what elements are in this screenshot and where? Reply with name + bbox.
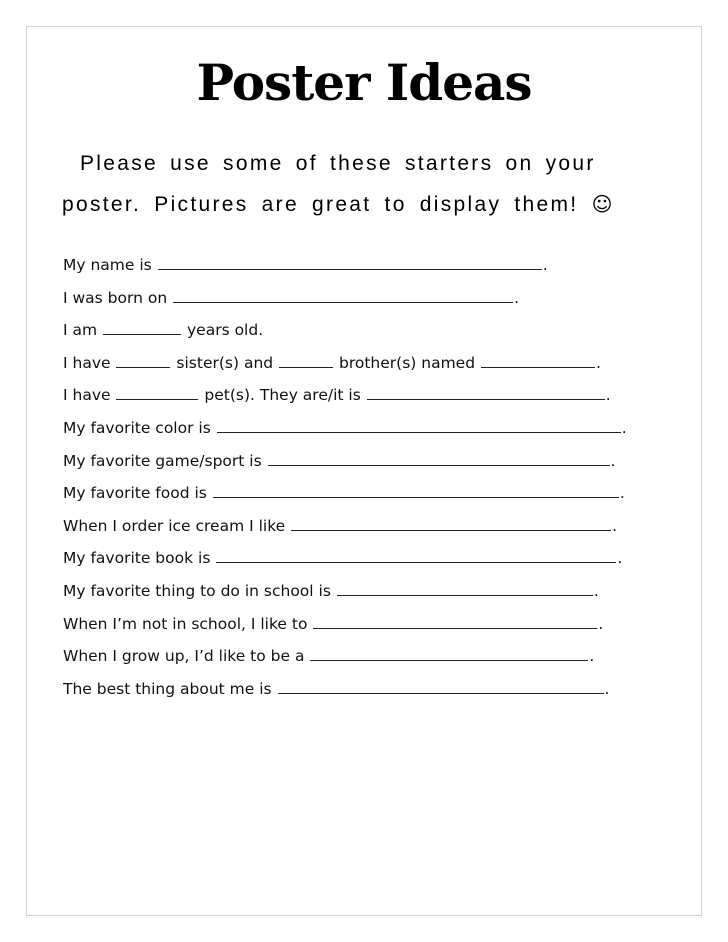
pets-count-blank[interactable] (116, 386, 198, 400)
prompt-label: I have (63, 386, 111, 404)
color-blank[interactable] (217, 419, 621, 433)
prompt-food (63, 483, 625, 503)
smiley-face-icon: ☺ (591, 192, 613, 216)
prompt-end: . (542, 256, 548, 274)
prompt-age (63, 320, 263, 340)
prompt-end: . (621, 419, 627, 437)
prompt-end: . (617, 549, 623, 567)
prompt-end: . (619, 484, 625, 502)
prompt-label: The best thing about me is (63, 680, 272, 698)
prompt-game-sport (63, 451, 616, 471)
page-title: Poster Ideas (196, 53, 532, 112)
siblings-names-blank[interactable] (481, 354, 595, 368)
prompt-end: . (605, 386, 611, 404)
prompt-label: When I grow up, I’d like to be a (63, 647, 305, 665)
prompt-end: . (598, 615, 604, 633)
school-thing-blank[interactable] (337, 582, 593, 596)
best-thing-blank[interactable] (278, 680, 604, 694)
prompt-end: . (595, 354, 601, 372)
sisters-blank[interactable] (116, 354, 170, 368)
prompt-best-thing (63, 679, 609, 699)
prompt-label: When I order ice cream I like (63, 517, 286, 535)
prompt-ice-cream (63, 516, 617, 536)
brothers-blank[interactable] (279, 354, 333, 368)
prompt-pets (63, 385, 611, 405)
prompt-end: . (612, 517, 618, 535)
prompt-label: My favorite book is (63, 549, 211, 567)
born-blank[interactable] (173, 289, 513, 303)
game-sport-blank[interactable] (268, 452, 610, 466)
prompt-school-thing (63, 581, 599, 601)
food-blank[interactable] (213, 484, 619, 498)
prompt-mid: sister(s) and (176, 354, 274, 372)
prompt-label: My favorite food is (63, 484, 207, 502)
prompt-end: years old. (186, 321, 264, 339)
prompt-label: I am (63, 321, 98, 339)
prompt-mid-2: brother(s) named (338, 354, 476, 372)
prompt-end: . (514, 289, 520, 307)
prompt-label: My favorite thing to do in school is (63, 582, 331, 600)
prompt-end: . (610, 452, 616, 470)
intro-line-2 (62, 190, 662, 219)
prompt-not-in-school (63, 614, 603, 634)
name-blank[interactable] (158, 256, 542, 270)
prompt-born (63, 288, 519, 308)
age-blank[interactable] (103, 321, 181, 335)
pets-names-blank[interactable] (367, 386, 605, 400)
grow-up-blank[interactable] (310, 647, 588, 661)
intro-line-2-text: poster. Pictures are great to display them! (62, 193, 579, 216)
not-in-school-blank[interactable] (313, 615, 597, 629)
prompt-label: When I’m not in school, I like to (63, 615, 308, 633)
prompt-end: . (604, 680, 610, 698)
intro-line-1: Please use some of these starters on your (80, 152, 596, 175)
prompt-mid: pet(s). They are/it is (204, 386, 361, 404)
prompt-siblings (63, 353, 601, 373)
prompt-name (63, 255, 548, 275)
prompt-color (63, 418, 627, 438)
prompt-label: My favorite game/sport is (63, 452, 262, 470)
prompt-label: I have (63, 354, 111, 372)
prompt-book (63, 548, 622, 568)
prompt-label: My name is (63, 256, 152, 274)
prompt-end: . (593, 582, 599, 600)
prompt-end: . (589, 647, 595, 665)
prompt-label: I was born on (63, 289, 168, 307)
prompt-label: My favorite color is (63, 419, 211, 437)
ice-cream-blank[interactable] (291, 517, 611, 531)
prompt-grow-up (63, 646, 594, 666)
book-blank[interactable] (216, 549, 616, 563)
